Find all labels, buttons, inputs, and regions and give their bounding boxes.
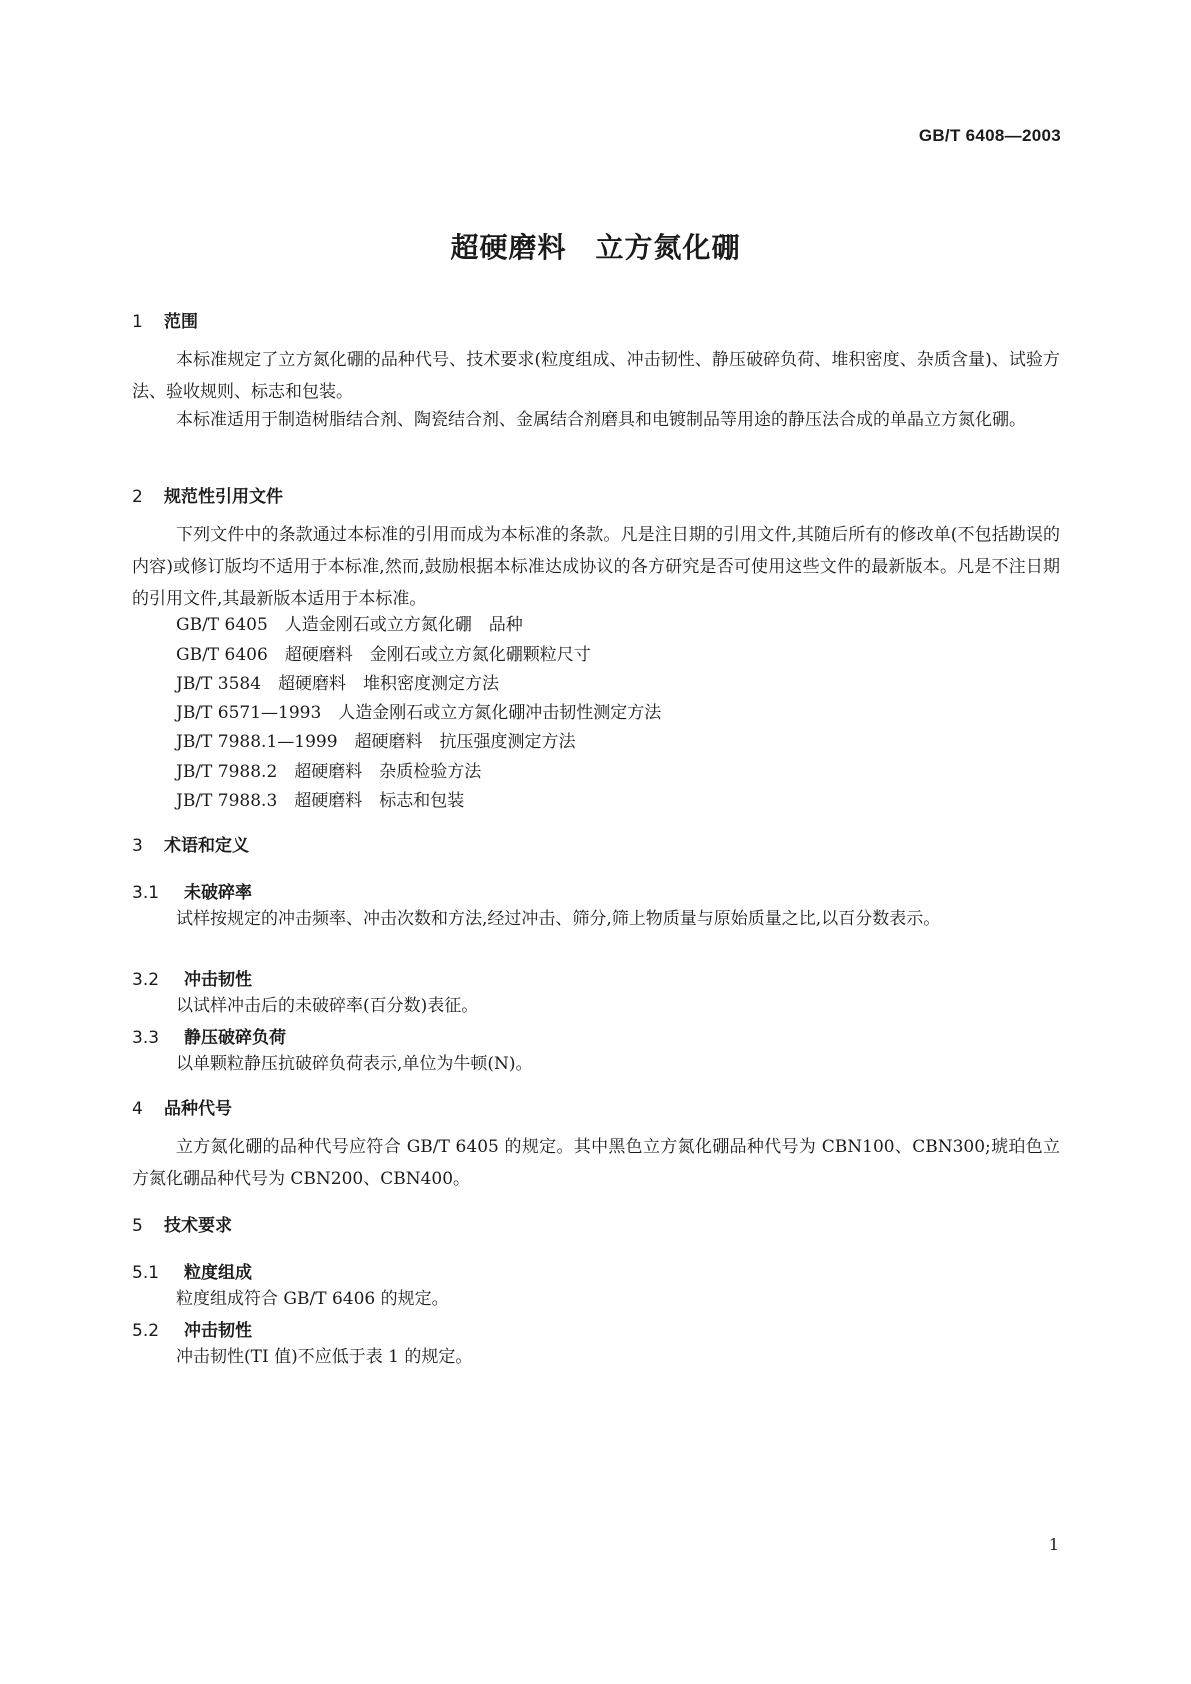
section-number: 5 [132,1216,143,1236]
subsection-3-1-heading [132,878,252,903]
section-1-paragraph-1: 本标准规定了立方氮化硼的品种代号、技术要求(粒度组成、冲击韧性、静压破碎负荷、堆积密度、杂质含量)、试验方法、验收规则、标志和包装。 [132,350,1060,402]
subsection-title: 冲击韧性 [184,970,252,990]
section-4-heading [132,1094,232,1119]
standard-number: GB/T 6408—2003 [918,126,1061,145]
section-4-paragraph-1: 立方氮化硼的品种代号应符合 GB/T 6405 的规定。其中黑色立方氮化硼品种代号为 CBN100、CBN300;琥珀色立方氮化硼品种代号为 CBN200、CBN400。 [132,1137,1060,1189]
subsection-3-3-heading [132,1023,286,1048]
subsection-title: 未破碎率 [184,883,252,903]
subsection-number: 3.3 [132,1028,160,1048]
subsection-5-2-heading [132,1316,252,1341]
subsection-title: 静压破碎负荷 [184,1028,286,1048]
section-title: 术语和定义 [164,836,249,856]
section-title: 品种代号 [164,1099,232,1119]
subsection-5-2-text: 冲击韧性(TI 值)不应低于表 1 的规定。 [176,1347,473,1367]
subsection-3-1-text: 试样按规定的冲击频率、冲击次数和方法,经过冲击、筛分,筛上物质量与原始质量之比,以百分数表示。 [176,909,941,929]
subsection-title: 粒度组成 [184,1263,252,1283]
section-5-heading [132,1211,232,1236]
section-1-heading [132,307,198,332]
reference-item: GB/T 6405 人造金刚石或立方氮化硼 品种 [176,615,523,635]
reference-item: JB/T 7988.3 超硬磨料 标志和包装 [176,791,465,811]
subsection-5-1-text: 粒度组成符合 GB/T 6406 的规定。 [176,1289,449,1309]
section-3-heading [132,831,249,856]
subsection-3-3-text: 以单颗粒静压抗破碎负荷表示,单位为牛顿(N)。 [176,1054,533,1074]
subsection-number: 3.1 [132,883,160,903]
reference-item: JB/T 6571—1993 人造金刚石或立方氮化硼冲击韧性测定方法 [176,703,662,723]
subsection-5-1-heading [132,1258,252,1283]
section-title: 规范性引用文件 [164,487,283,507]
subsection-number: 5.2 [132,1321,160,1341]
subsection-title: 冲击韧性 [184,1321,252,1341]
reference-item: GB/T 6406 超硬磨料 金刚石或立方氮化硼颗粒尺寸 [176,645,591,665]
section-title: 范围 [164,312,198,332]
subsection-number: 5.1 [132,1263,160,1283]
section-number: 4 [132,1099,143,1119]
section-title: 技术要求 [164,1216,232,1236]
section-2-heading [132,482,283,507]
reference-item: JB/T 3584 超硬磨料 堆积密度测定方法 [176,674,500,694]
reference-item: JB/T 7988.1—1999 超硬磨料 抗压强度测定方法 [176,732,576,752]
reference-item: JB/T 7988.2 超硬磨料 杂质检验方法 [176,762,482,782]
section-2-paragraph-1: 下列文件中的条款通过本标准的引用而成为本标准的条款。凡是注日期的引用文件,其随后所有的修改单(不包括勘误的内容)或修订版均不适用于本标准,然而,鼓励根据本标准达成协议的各方研究是否可使用这些文件的最新版本。凡是不注日期的引用文件,其最新版本适用于本标准。 [132,525,1060,609]
subsection-3-2-heading [132,965,252,990]
subsection-3-2-text: 以试样冲击后的未破碎率(百分数)表征。 [176,996,479,1016]
section-number: 2 [132,487,143,507]
section-number: 3 [132,836,143,856]
section-1-paragraph-2: 本标准适用于制造树脂结合剂、陶瓷结合剂、金属结合剂磨具和电镀制品等用途的静压法合成的单晶立方氮化硼。 [176,410,1026,430]
subsection-number: 3.2 [132,970,160,990]
page-number: 1 [1048,1535,1059,1554]
section-number: 1 [132,312,143,332]
document-title: 超硬磨料 立方氮化硼 [450,231,741,264]
